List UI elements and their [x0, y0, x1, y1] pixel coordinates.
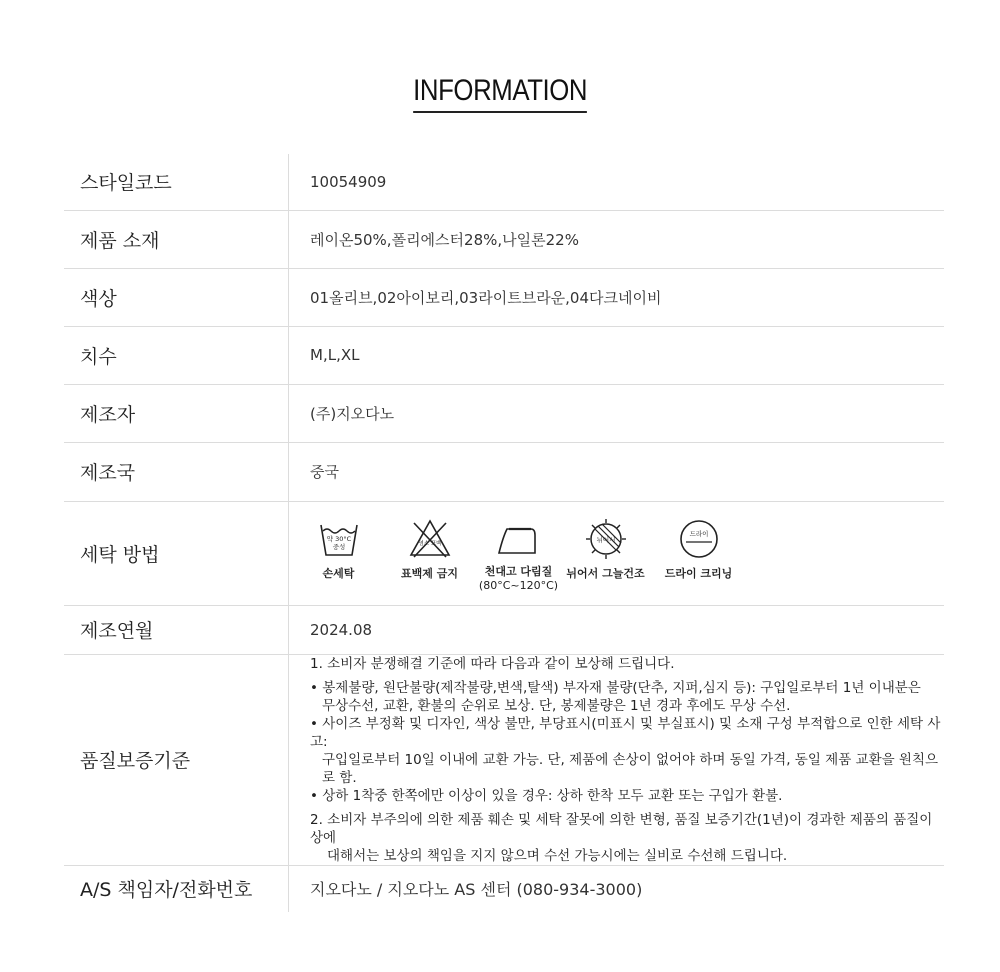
date-label: 제조연월 — [64, 605, 289, 654]
quality-bullet-3: • 상하 1착중 한쪽에만 이상이 있을 경우: 상하 한착 모두 교환 또는 구입가 환불. — [310, 787, 783, 804]
row-maker — [64, 384, 944, 442]
page-title: INFORMATION — [413, 72, 587, 113]
care-icons — [296, 513, 944, 593]
style-code-label: 스타일코드 — [64, 154, 289, 210]
quality-bullet-2-line-2: 구입일로부터 10일 이내에 교환 가능. 단, 제품에 손상이 없어야 하며 동일 가격, 동일 제품 교환을 원칙으로 함. — [322, 751, 939, 786]
quality-label: 품질보증기준 — [64, 654, 289, 865]
row-washing — [64, 501, 944, 605]
row-style-code — [64, 154, 944, 210]
hand-wash-label: 손세탁 — [322, 567, 355, 580]
quality-bullet-2-line-1: • 사이즈 부정확 및 디자인, 색상 불만, 부당표시(미표시 및 부실표시) 및 소재 구성 부적합으로 인한 세탁 사고: — [310, 715, 941, 750]
care-hand-wash — [296, 517, 381, 581]
no-bleach-icon-text: 염소 표백 — [417, 541, 442, 547]
hand-wash-icon — [317, 517, 361, 561]
iron-temp: (80°C~120°C) — [478, 579, 559, 592]
iron-icon — [495, 517, 543, 561]
row-color — [64, 268, 944, 326]
row-country — [64, 442, 944, 501]
dry-clean-label: 드라이 크리닝 — [664, 567, 733, 580]
dry-clean-icon — [677, 517, 721, 561]
hand-wash-icon-text-1: 약 30°C — [326, 535, 351, 543]
size-label: 치수 — [64, 326, 289, 384]
no-bleach-icon — [408, 517, 452, 561]
color-label: 색상 — [64, 268, 289, 326]
row-size — [64, 326, 944, 384]
as-label: A/S 책임자/전화번호 — [64, 865, 289, 912]
washing-value — [289, 501, 945, 605]
color-value: 01올리브,02아이보리,03라이트브라운,04다크네이비 — [289, 268, 945, 326]
row-as — [64, 865, 944, 912]
no-bleach-label: 표백제 금지 — [401, 567, 458, 580]
care-dry — [563, 517, 648, 581]
title-wrap — [0, 72, 1000, 113]
as-value: 지오다노 / 지오다노 AS 센터 (080-934-3000) — [310, 880, 643, 900]
dry-clean-icon-text: 드라이 — [689, 530, 708, 538]
row-date — [64, 605, 944, 654]
hand-wash-icon-text-2: 중성 — [332, 543, 345, 551]
material-value: 레이온50%,폴리에스터28%,나일론22% — [289, 210, 945, 268]
country-value: 중국 — [289, 442, 945, 501]
info-table — [64, 154, 944, 912]
quality-item-2-line-1: 2. 소비자 부주의에 의한 제품 훼손 및 세탁 잘못에 의한 변형, 품질 보증기간(1년)이 경과한 제품의 품질이상에 — [310, 811, 933, 846]
maker-label: 제조자 — [64, 384, 289, 442]
quality-item-2-line-2: 대해서는 보상의 책임을 지지 않으며 수선 가능시에는 실비로 수선해 드립니다. — [327, 847, 788, 864]
style-code-value: 10054909 — [289, 154, 945, 210]
quality-text — [310, 655, 944, 865]
washing-label: 세탁 방법 — [64, 501, 289, 605]
country-label: 제조국 — [64, 442, 289, 501]
row-quality — [64, 654, 944, 865]
quality-item-1: 1. 소비자 분쟁해결 기준에 따라 다음과 같이 보상해 드립니다. — [310, 655, 675, 672]
quality-value — [289, 654, 945, 865]
maker-value: (주)지오다노 — [289, 384, 945, 442]
quality-bullet-1-line-1: • 봉제불량, 원단불량(제작불량,변색,탈색) 부자재 불량(단추, 지퍼,심지 등): 구입일로부터 1년 이내분은 — [310, 679, 921, 696]
care-iron — [476, 517, 561, 593]
date-value: 2024.08 — [289, 605, 945, 654]
care-no-bleach — [387, 517, 472, 581]
size-value: M,L,XL — [289, 326, 945, 384]
shade-dry-flat-icon — [582, 517, 630, 561]
iron-label: 천대고 다림질 — [484, 565, 553, 578]
dry-label: 뉘어서 그늘건조 — [566, 567, 645, 580]
dry-icon-text: 뉘어서 — [596, 536, 615, 544]
quality-bullet-1-line-2: 무상수선, 교환, 환불의 순위로 보상. 단, 봉제불량은 1년 경과 후에도 무상 수선. — [322, 697, 791, 714]
row-material — [64, 210, 944, 268]
care-dry-clean — [656, 517, 741, 581]
material-label: 제품 소재 — [64, 210, 289, 268]
